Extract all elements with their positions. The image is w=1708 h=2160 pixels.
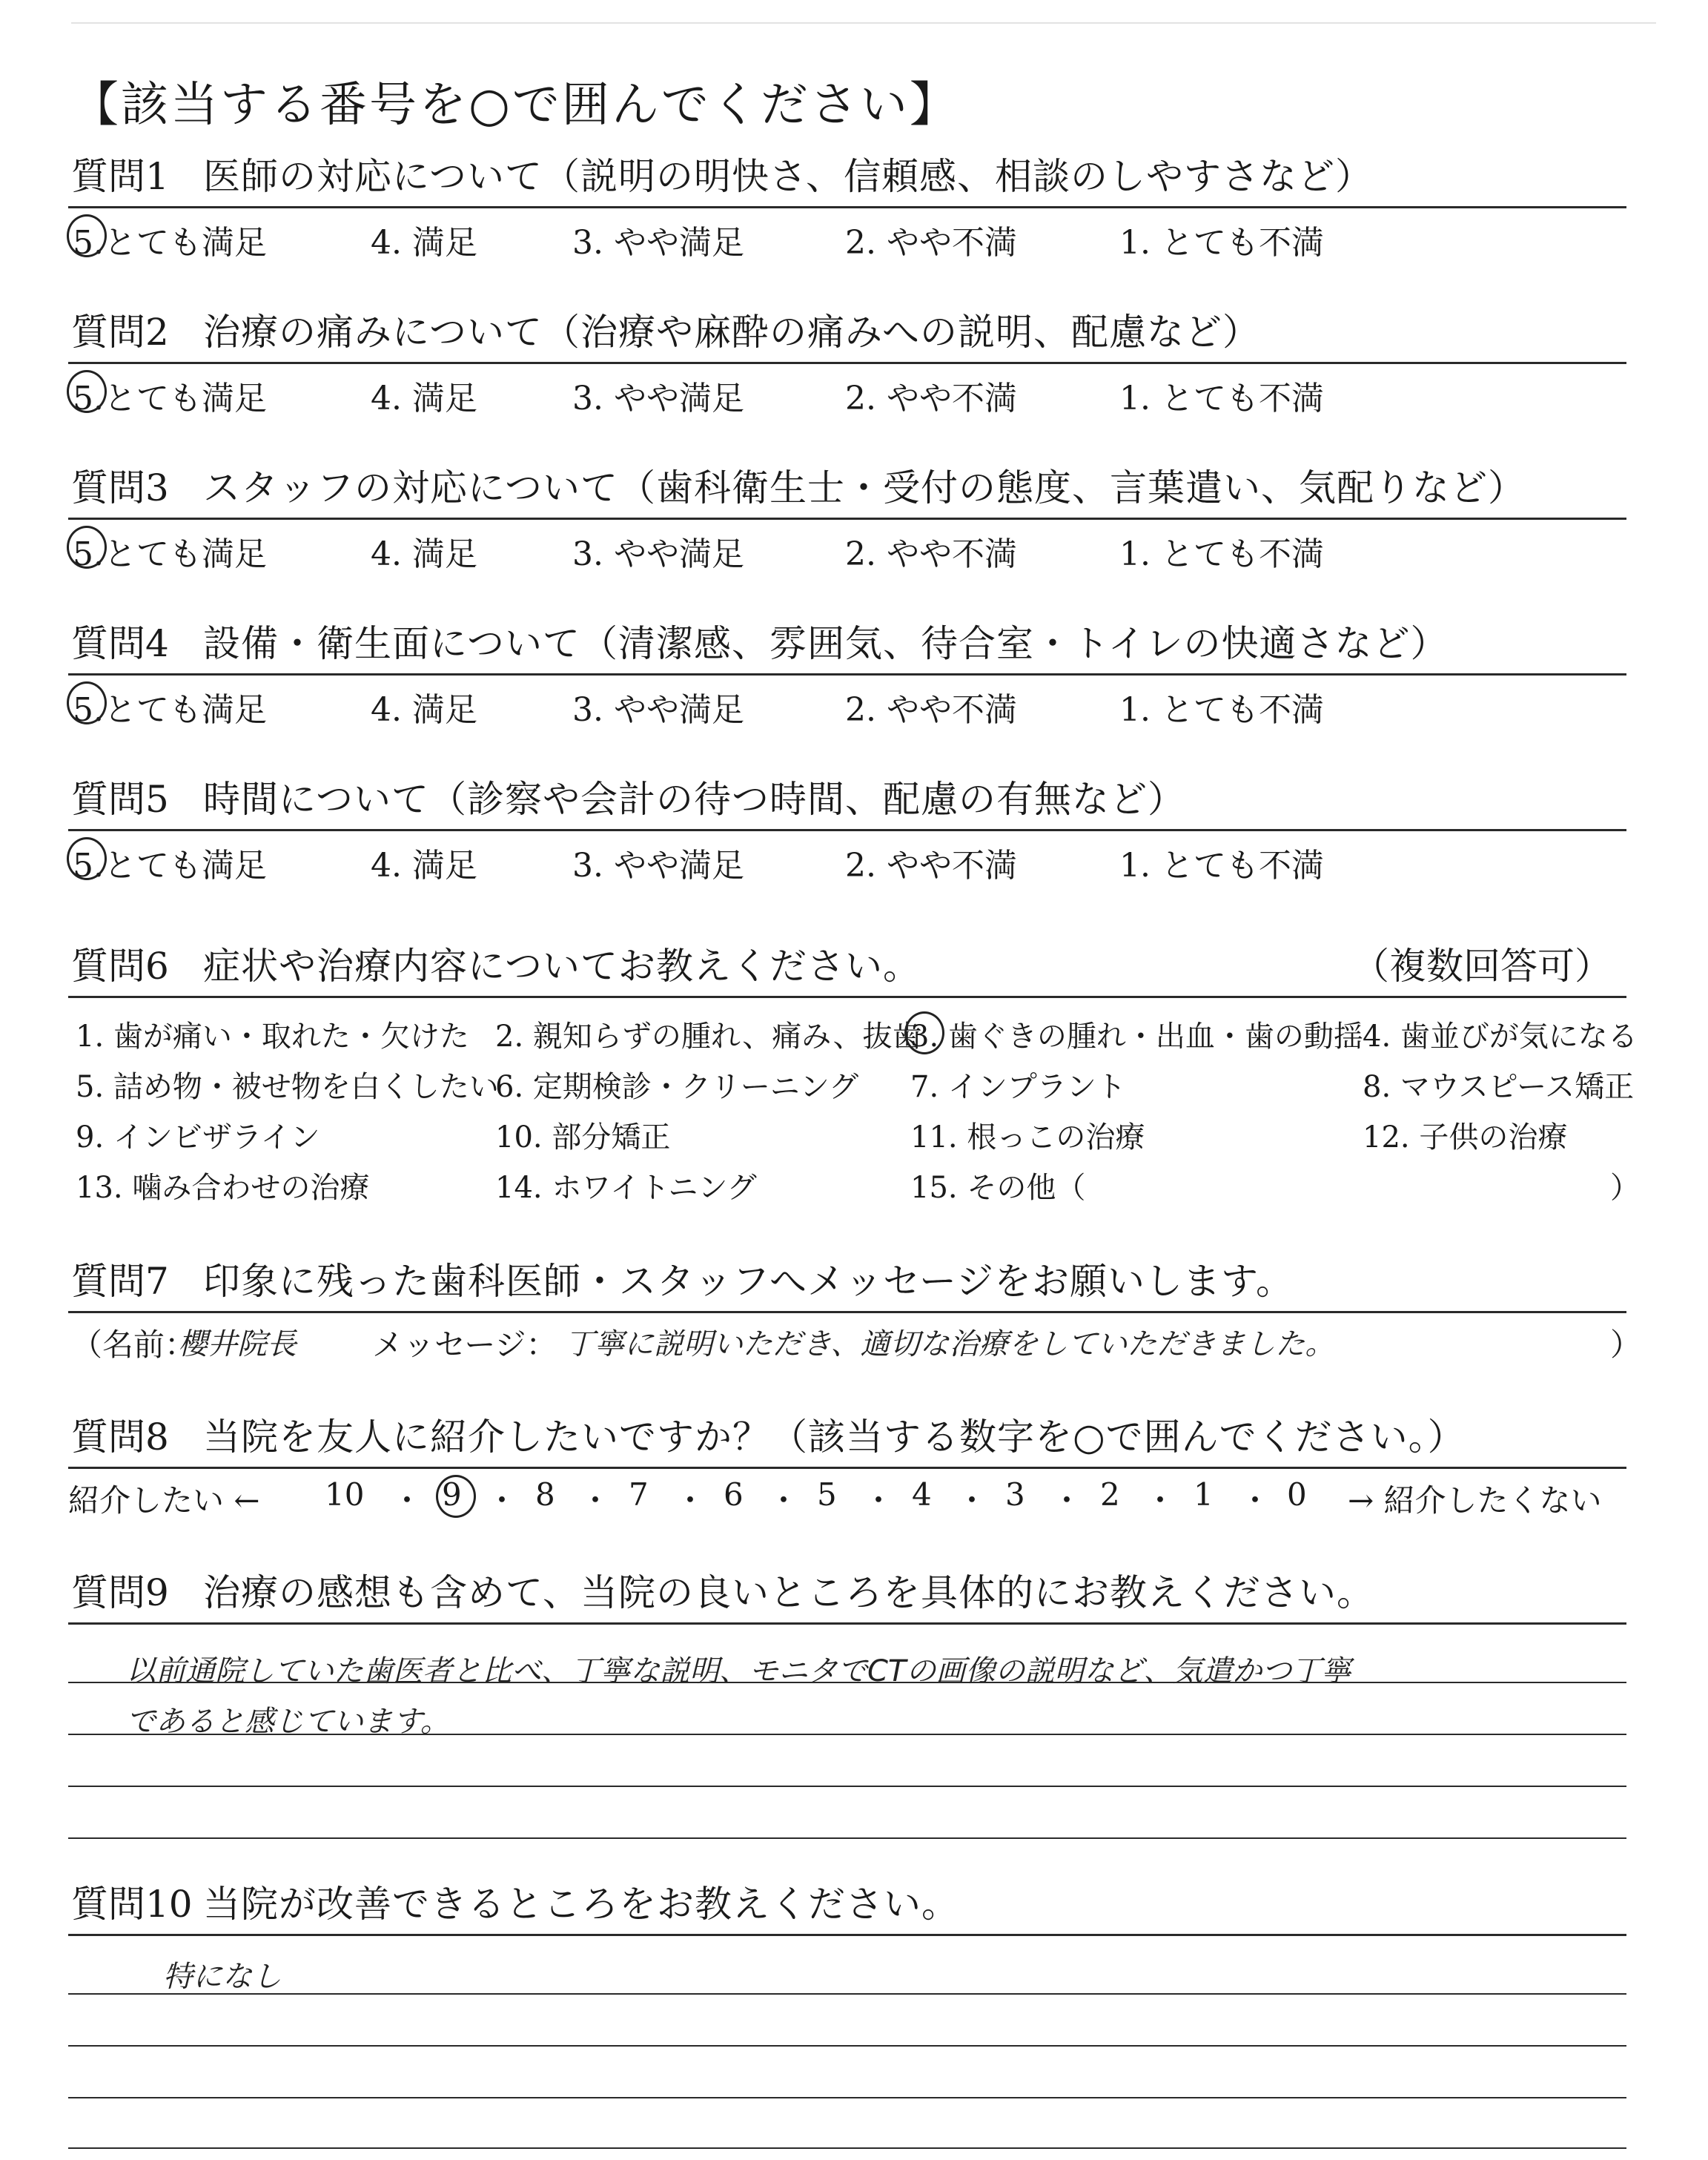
question-2 (68, 304, 1626, 417)
scale-value[interactable]: 6 (724, 1476, 744, 1513)
option-4[interactable]: 4. 満足 (371, 691, 477, 729)
option-5-selected[interactable]: 5.とても満足 (73, 527, 267, 575)
scale-separator: ・ (486, 1482, 518, 1519)
option-1[interactable]: 1. とても不満 (1119, 535, 1324, 573)
scale-right-label: → 紹介したくない (1348, 1482, 1602, 1519)
answer-rule (68, 1837, 1626, 1839)
question-text: 治療の感想も含めて、当院の良いところを具体的にお教えください。 (203, 1571, 1374, 1614)
question-text: 医師の対応について（説明の明快さ、信頼感、相談のしやすさなど） (203, 155, 1373, 198)
option-1[interactable]: 1. とても不満 (1119, 224, 1324, 262)
question-9 (68, 1565, 1626, 1625)
question-4 (68, 615, 1626, 729)
option-2[interactable]: 2. やや不満 (845, 224, 1017, 262)
scale-separator: ・ (391, 1482, 423, 1519)
question-number: 質問5 (71, 778, 169, 821)
symptom-item[interactable]: 10. 部分矯正 (495, 1120, 671, 1155)
option-1[interactable]: 1. とても不満 (1119, 380, 1324, 417)
symptom-item[interactable]: 8. マウスピース矯正 (1363, 1070, 1635, 1104)
question-3 (68, 460, 1626, 573)
option-3[interactable]: 3. やや満足 (572, 847, 744, 885)
referral-scale (68, 1469, 1626, 1522)
symptom-item[interactable]: 1. 歯が痛い・取れた・欠けた (76, 1020, 469, 1054)
question-number: 質問1 (71, 155, 169, 198)
answer-rule (68, 1786, 1626, 1787)
symptom-item[interactable]: 9. インビザライン (76, 1120, 320, 1155)
question-number: 質問10 (71, 1883, 193, 1926)
option-2[interactable]: 2. やや不満 (845, 380, 1017, 417)
option-1[interactable]: 1. とても不満 (1119, 691, 1324, 729)
answer-rule (68, 2147, 1626, 2149)
option-3[interactable]: 3. やや満足 (572, 380, 744, 417)
scale-value[interactable]: 2 (1100, 1476, 1120, 1513)
scale-left-label: 紹介したい ← (68, 1482, 260, 1519)
option-4[interactable]: 4. 満足 (371, 535, 477, 573)
symptom-item[interactable]: 14. ホワイトニング (495, 1171, 757, 1205)
option-2[interactable]: 2. やや不満 (845, 535, 1017, 573)
question-text: 時間について（診察や会計の待つ時間、配慮の有無など） (203, 778, 1185, 821)
option-5-selected[interactable]: 5.とても満足 (73, 216, 267, 263)
option-5-selected[interactable]: 5.とても満足 (73, 371, 267, 419)
symptom-item[interactable]: 2. 親知らずの腫れ、痛み、抜歯 (495, 1020, 922, 1054)
scale-value[interactable]: 8 (535, 1476, 555, 1513)
scale-separator: ・ (863, 1482, 895, 1519)
answer-rule (68, 1734, 1626, 1735)
scale-value-selected[interactable]: 9 (442, 1476, 462, 1513)
scale-value[interactable]: 1 (1194, 1476, 1214, 1513)
question-text: 印象に残った歯科医師・スタッフへメッセージをお願いします。 (203, 1260, 1294, 1303)
other-close-paren: ） (1610, 1171, 1640, 1205)
question-text: 当院を友人に紹介したいですか？（該当する数字を○で囲んでください。） (203, 1416, 1466, 1459)
page-title: 【該当する番号を○で囲んでください】 (71, 78, 959, 133)
q9-answer-line-1[interactable]: 以前通院していた歯医者と比べ、丁寧な説明、モニタでCTの画像の説明など、気遣かつ丁寧 (126, 1654, 1351, 1688)
scale-value[interactable]: 5 (817, 1476, 837, 1513)
scale-separator: ・ (580, 1482, 612, 1519)
symptom-item[interactable]: 4. 歯並びが気になる (1363, 1020, 1638, 1054)
option-5-selected[interactable]: 5.とても満足 (73, 683, 267, 730)
message-label: メッセージ： (372, 1327, 557, 1363)
scale-value[interactable]: 3 (1005, 1476, 1025, 1513)
question-10 (68, 1876, 1626, 1936)
question-5 (68, 771, 1626, 885)
question-number: 質問6 (71, 945, 169, 988)
scale-separator: ・ (675, 1482, 706, 1519)
option-3[interactable]: 3. やや満足 (572, 535, 744, 573)
top-border (71, 22, 1656, 24)
question-text: 治療の痛みについて（治療や麻酔の痛みへの説明、配慮など） (203, 311, 1260, 354)
scale-value[interactable]: 4 (912, 1476, 932, 1513)
scale-separator: ・ (1145, 1482, 1176, 1519)
option-5-selected[interactable]: 5.とても満足 (73, 839, 267, 886)
q9-answer-line-2[interactable]: であると感じています。 (126, 1705, 450, 1739)
symptom-item[interactable]: 11. 根っこの治療 (910, 1120, 1145, 1155)
question-text: 設備・衛生面について（清潔感、雰囲気、待合室・トイレの快適さなど） (203, 622, 1449, 665)
question-1 (68, 148, 1626, 262)
question-number: 質問3 (71, 466, 169, 509)
scale-separator: ・ (1239, 1482, 1271, 1519)
symptom-item[interactable]: 15. その他（ (910, 1171, 1086, 1205)
symptom-item[interactable]: 12. 子供の治療 (1363, 1120, 1568, 1155)
question-7 (68, 1253, 1642, 1367)
question-text: 当院が改善できるところをお教えください。 (203, 1883, 959, 1926)
question-text: スタッフの対応について（歯科衛生士・受付の態度、言葉遣い、気配りなど） (203, 466, 1526, 509)
answer-rule (68, 2045, 1626, 2047)
question-number: 質問7 (71, 1260, 169, 1303)
option-3[interactable]: 3. やや満足 (572, 224, 744, 262)
scale-separator: ・ (768, 1482, 800, 1519)
option-4[interactable]: 4. 満足 (371, 847, 477, 885)
symptom-item[interactable]: 7. インプラント (910, 1070, 1126, 1104)
option-1[interactable]: 1. とても不満 (1119, 847, 1324, 885)
option-2[interactable]: 2. やや不満 (845, 691, 1017, 729)
question-number: 質問8 (71, 1416, 169, 1459)
symptom-item[interactable]: 13. 噛み合わせの治療 (76, 1171, 370, 1205)
option-2[interactable]: 2. やや不満 (845, 847, 1017, 885)
scale-separator: ・ (956, 1482, 988, 1519)
question-number: 質問4 (71, 622, 169, 665)
scale-value[interactable]: 10 (325, 1476, 365, 1513)
symptom-item[interactable]: 5. 詰め物・被せ物を白くしたい (76, 1070, 499, 1104)
question-6 (68, 938, 1640, 1221)
name-label: （名前： (71, 1327, 196, 1363)
question-number: 質問2 (71, 311, 169, 354)
option-4[interactable]: 4. 満足 (371, 224, 477, 262)
q10-answer[interactable]: 特になし (163, 1960, 282, 1994)
question-text: 症状や治療内容についてお教えください。 (203, 945, 921, 988)
close-paren: ） (1610, 1327, 1642, 1363)
scale-value[interactable]: 0 (1287, 1476, 1307, 1513)
answer-rule (68, 1993, 1626, 1995)
question-number: 質問9 (71, 1571, 169, 1614)
symptom-item-selected[interactable]: 3. 歯ぐきの腫れ・出血・歯の動揺 (910, 1013, 1363, 1055)
option-3[interactable]: 3. やや満足 (572, 691, 744, 729)
scale-separator: ・ (1051, 1482, 1083, 1519)
scale-value[interactable]: 7 (629, 1476, 649, 1513)
symptom-item[interactable]: 6. 定期検診・クリーニング (495, 1070, 859, 1104)
question-8 (68, 1409, 1626, 1522)
message-value[interactable]: 丁寧に説明いただき、適切な治療をしていただきました。 (565, 1327, 1335, 1361)
answer-rule (68, 2097, 1626, 2098)
answer-rule (68, 1682, 1626, 1683)
option-4[interactable]: 4. 満足 (371, 380, 477, 417)
name-value[interactable]: 櫻井院長 (178, 1327, 297, 1361)
multiple-answer-note: （複数回答可） (1352, 945, 1612, 988)
